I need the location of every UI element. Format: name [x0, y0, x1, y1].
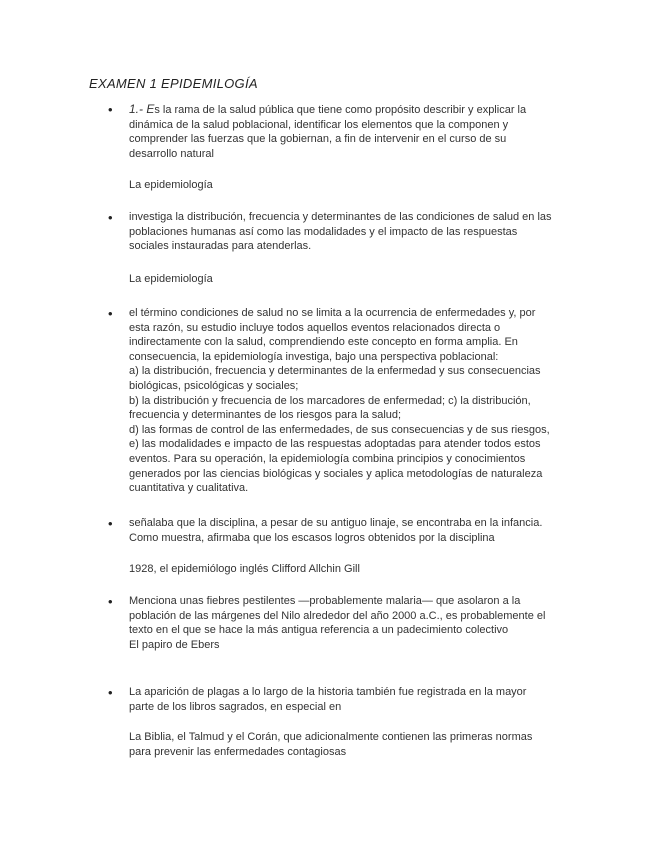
bullet-icon: • — [108, 102, 113, 117]
question-text-line: indirectamente con la salud, comprendiendo este concepto en forma amplia. En — [129, 336, 518, 349]
answer-6 — [129, 730, 569, 759]
question-5 — [129, 594, 569, 652]
question-6 — [129, 685, 569, 714]
question-text-line: eventos. Para su operación, la epidemiología combina principios y conocimientos — [129, 452, 526, 465]
question-text-line: consecuencia, la epidemiología investiga, bajo una perspectiva poblacional: — [129, 350, 499, 363]
question-text-line: desarrollo natural — [129, 147, 214, 160]
bullet-icon: • — [108, 516, 113, 531]
question-text-line: investiga la distribución, frecuencia y determinantes de las condiciones de salud en las — [129, 211, 552, 223]
answer-2: La epidemiología — [129, 273, 213, 285]
bullet-icon: • — [108, 594, 113, 609]
question-text-line: parte de los libros sagrados, en especial en — [129, 700, 342, 713]
answer-5: El papiro de Ebers — [129, 638, 220, 651]
question-text-line: d) las formas de control de las enfermedades, de sus consecuencias y de sus riesgos, — [129, 423, 550, 436]
question-text-line: el término condiciones de salud no se limita a la ocurrencia de enfermedades y, por — [129, 307, 536, 319]
question-3 — [129, 306, 569, 496]
question-text-line: frecuencia y determinantes de los riesgos para la salud; — [129, 409, 402, 422]
question-text-line: Como muestra, afirmaba que los escasos logros obtenidos por la disciplina — [129, 531, 495, 544]
question-text-line: comprender las fuerzas que la gobiernan, a fin de intervenir en el curso de su — [129, 133, 507, 146]
question-text-line: biológicas, psicológicas y sociales; — [129, 379, 299, 392]
question-1 — [129, 102, 569, 161]
question-text-line: esta razón, su estudio incluye todos aquellos eventos relacionados directa o — [129, 321, 501, 334]
question-text-line: e) las modalidades e impacto de las respuestas adoptadas para atender todos estos — [129, 438, 541, 451]
question-text-line: La aparición de plagas a lo largo de la historia también fue registrada en la mayor — [129, 686, 527, 698]
bullet-icon: • — [108, 306, 113, 321]
question-text-line: cuantitativa y cualitativa. — [129, 482, 249, 495]
question-text-line: población de las márgenes del Nilo alrededor del año 2000 a.C., es probablemente el — [129, 609, 546, 622]
question-text-line: Menciona unas fiebres pestilentes —probablemente malaria— que asolaron a la — [129, 595, 521, 607]
bullet-icon: • — [108, 685, 113, 700]
question-text-line: texto en el que se hace la más antigua referencia a un padecimiento colectivo — [129, 624, 509, 637]
bullet-icon: • — [108, 210, 113, 225]
question-4 — [129, 516, 569, 545]
question-text-line: poblaciones humanas así como las modalidades y el impacto de las respuestas — [129, 225, 518, 238]
answer-4: 1928, el epidemiólogo inglés Clifford Allchin Gill — [129, 563, 360, 575]
question-text-line: a) la distribución, frecuencia y determinantes de la enfermedad y sus consecuencias — [129, 365, 541, 378]
question-text-line: señalaba que la disciplina, a pesar de su antiguo linaje, se encontraba en la infancia. — [129, 517, 543, 529]
question-text-line: sociales instauradas para atenderlas. — [129, 240, 312, 253]
question-text-line: dinámica de la salud poblacional, identificar los elementos que la componen y — [129, 118, 509, 131]
answer-text-line: La Biblia, el Talmud y el Corán, que adicionalmente contienen las primeras normas — [129, 731, 533, 743]
question-text-line: s la rama de la salud pública que tiene como propósito describir y explicar la — [154, 104, 527, 116]
question-2 — [129, 210, 569, 254]
question-text-line: generados por las ciencias biológicas y sociales y aplica metodologías de naturaleza — [129, 467, 543, 480]
question-text-line: b) la distribución y frecuencia de los marcadores de enfermedad; c) la distribución, — [129, 394, 531, 407]
answer-text-line: para prevenir las enfermedades contagiosas — [129, 745, 347, 758]
answer-1: La epidemiología — [129, 179, 213, 191]
document-title: EXAMEN 1 EPIDEMILOGÍA — [89, 76, 258, 91]
question-number: 1.- E — [129, 102, 155, 116]
